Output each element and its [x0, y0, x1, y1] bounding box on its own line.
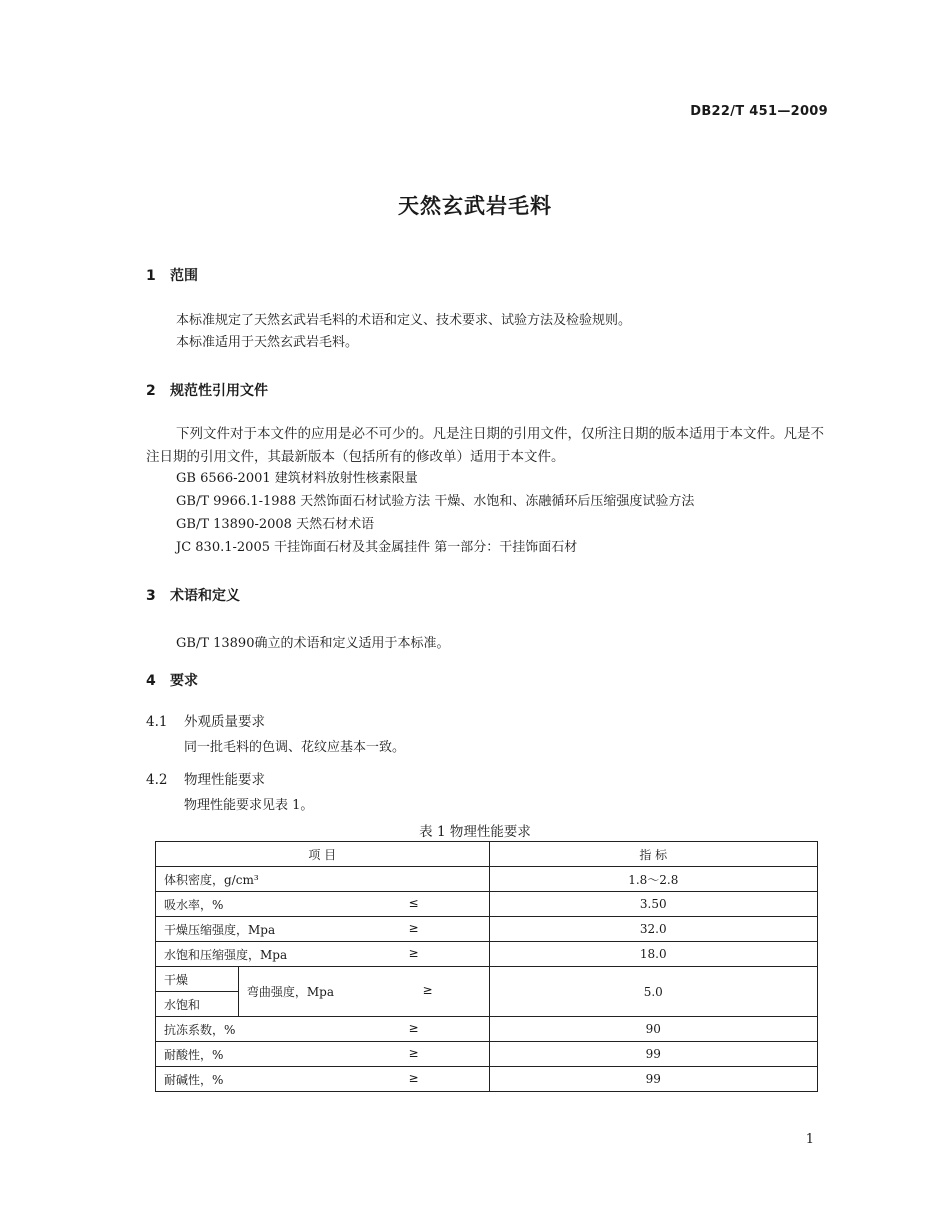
row-value: 32.0: [489, 917, 817, 942]
header-value: 指 标: [489, 842, 817, 867]
table-row: [156, 942, 818, 967]
label-text: 吸水率，%: [164, 897, 224, 912]
relation-symbol: ≥: [422, 983, 433, 997]
row-label: [156, 1017, 490, 1042]
table-row: [156, 967, 818, 992]
subsection-4-2-heading: [146, 768, 265, 788]
label-text: 体积密度，g/cm³: [164, 872, 259, 887]
bend-label: [238, 967, 489, 1017]
section-number: 1: [146, 268, 156, 284]
row-value: 5.0: [489, 967, 817, 1017]
condition-saturated: 水饱和: [156, 992, 239, 1017]
subsection-number: 4.2: [146, 772, 168, 788]
row-label: [156, 1067, 490, 1092]
row-label: [156, 892, 490, 917]
row-value: 1.8～2.8: [489, 867, 817, 892]
table-row: [156, 1067, 818, 1092]
section-number: 4: [146, 673, 156, 689]
condition-dry: 干燥: [156, 967, 239, 992]
table-row: [156, 1042, 818, 1067]
document-title: 天然玄武岩毛料: [398, 194, 552, 218]
relation-symbol: ≤: [408, 895, 419, 910]
section-number: 3: [146, 588, 156, 604]
label-text: 耐碱性，%: [164, 1072, 224, 1087]
reference-item: GB 6566-2001 建筑材料放射性核素限量: [176, 471, 418, 486]
paragraph: GB/T 13890确立的术语和定义适用于本标准。: [176, 636, 450, 651]
section-title: 范围: [170, 268, 198, 284]
header-item: 项 目: [156, 842, 490, 867]
row-label: [156, 942, 490, 967]
paragraph: 物理性能要求见表 1。: [184, 798, 314, 813]
row-label: [156, 1042, 490, 1067]
paragraph: 本标准规定了天然玄武岩毛料的术语和定义、技术要求、试验方法及检验规则。: [176, 313, 632, 328]
row-value: 3.50: [489, 892, 817, 917]
reference-item: GB/T 13890-2008 天然石材术语: [176, 517, 375, 532]
paragraph: 同一批毛料的色调、花纹应基本一致。: [184, 740, 406, 755]
section-4-heading: [146, 670, 198, 690]
relation-symbol: ≥: [408, 1020, 419, 1035]
section-3-heading: [146, 585, 240, 605]
table-caption: 表 1 物理性能要求: [419, 824, 531, 840]
section-2-heading: [146, 380, 268, 400]
row-value: 90: [489, 1017, 817, 1042]
label-text: 水饱和压缩强度，Mpa: [164, 947, 288, 962]
table-row: [156, 1017, 818, 1042]
row-value: 18.0: [489, 942, 817, 967]
row-label: [156, 867, 490, 892]
table-row: [156, 867, 818, 892]
relation-symbol: ≥: [408, 920, 419, 935]
relation-symbol: ≥: [408, 1045, 419, 1060]
reference-item: GB/T 9966.1-1988 天然饰面石材试验方法 干燥、水饱和、冻融循环后压缩强度试验方法: [176, 494, 695, 509]
standard-number: DB22/T 451—2009: [690, 104, 828, 119]
subsection-title: 物理性能要求: [184, 772, 265, 788]
subsection-title: 外观质量要求: [184, 714, 265, 730]
row-label: [156, 917, 490, 942]
section-title: 术语和定义: [170, 588, 240, 604]
relation-symbol: ≥: [408, 945, 419, 960]
reference-item: JC 830.1-2005 干挂饰面石材及其金属挂件 第一部分：干挂饰面石材: [176, 540, 578, 555]
normative-intro: 下列文件对于本文件的应用是必不可少的。凡是注日期的引用文件，仅所注日期的版本适用于本文件。凡是不注日期的引用文件，其最新版本（包括所有的修改单）适用于本文件。: [146, 426, 824, 465]
table-row: [156, 892, 818, 917]
section-title: 规范性引用文件: [170, 383, 268, 399]
table-row: [156, 917, 818, 942]
page-number: 1: [805, 1132, 814, 1147]
section-1-heading: [146, 265, 198, 285]
section-title: 要求: [170, 673, 198, 689]
relation-symbol: ≥: [408, 1070, 419, 1085]
label-text: 干燥压缩强度，Mpa: [164, 922, 276, 937]
physical-properties-table: [155, 841, 818, 1092]
subsection-number: 4.1: [146, 714, 168, 730]
paragraph: 本标准适用于天然玄武岩毛料。: [176, 335, 359, 350]
row-value: 99: [489, 1042, 817, 1067]
label-text: 耐酸性，%: [164, 1047, 224, 1062]
section-number: 2: [146, 383, 156, 399]
table-header-row: [156, 842, 818, 867]
label-text: 抗冻系数，%: [164, 1022, 236, 1037]
label-text: 弯曲强度，Mpa: [246, 985, 335, 999]
subsection-4-1-heading: [146, 710, 265, 730]
row-value: 99: [489, 1067, 817, 1092]
